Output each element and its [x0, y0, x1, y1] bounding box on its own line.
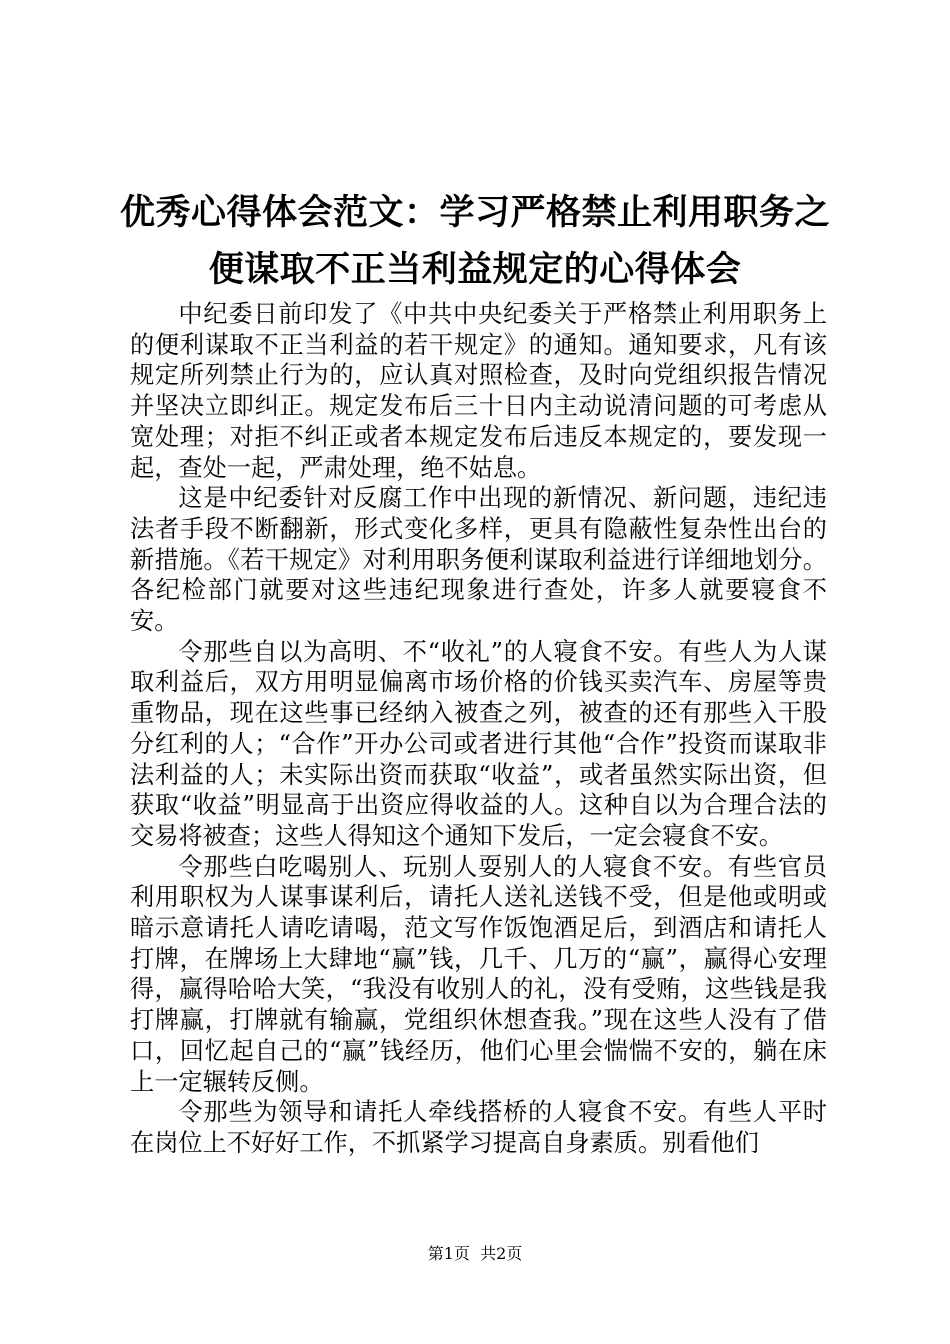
paragraph-5: 令那些为领导和请托人牵线搭桥的人寝食不安。有些人平时在岗位上不好好工作，不抓紧学习提高自身素质。别看他们 [130, 1098, 827, 1157]
paragraph-4: 令那些白吃喝别人、玩别人耍别人的人寝食不安。有些官员利用职权为人谋事谋利后，请托人送礼送钱不受，但是他或明或暗示意请托人请吃请喝，范文写作饭饱酒足后，到酒店和请托人打牌，在牌场上大肆地“赢”钱，几千、几万的“赢”，赢得心安理得，赢得哈哈大笑，“我没有收别人的礼，没有受贿，这些钱是我打牌赢，打牌就有输赢，党组织休想查我。”现在这些人没有了借口，回忆起自己的“赢”钱经历，他们心里会惴惴不安的，躺在床上一定辗转反侧。 [130, 852, 827, 1096]
document-title: 优秀心得体会范文：学习严格禁止利用职务之便谋取不正当利益规定的心得体会 [120, 192, 831, 290]
paragraph-1: 中纪委日前印发了《中共中央纪委关于严格禁止利用职务上的便利谋取不正当利益的若干规定》的通知。通知要求，凡有该规定所列禁止行为的，应认真对照检查，及时向党组织报告情况并坚决立即纠正。规定发布后三十日内主动说清问题的可考虑从宽处理；对拒不纠正或者本规定发布后违反本规定的，要发现一起，查处一起，严肃处理，绝不姑息。 [130, 300, 827, 482]
page-number-footer: 第1页 共2页 [427, 1244, 523, 1263]
paragraph-2: 这是中纪委针对反腐工作中出现的新情况、新问题，违纪违法者手段不断翻新，形式变化多样，更具有隐蔽性复杂性出台的新措施。《若干规定》对利用职务便利谋取利益进行详细地划分。各纪检部门就要对这些违纪现象进行查处，许多人就要寝食不安。 [130, 484, 827, 636]
document-body [130, 299, 827, 1159]
paragraph-3: 令那些自以为高明、不“收礼”的人寝食不安。有些人为人谋取利益后，双方用明显偏离市场价格的价钱买卖汽车、房屋等贵重物品，现在这些事已经纳入被查之列，被查的还有那些入干股分红利的人；“合作”开办公司或者进行其他“合作”投资而谋取非法利益的人；未实际出资而获取“收益”，或者虽然实际出资，但获取“收益”明显高于出资应得收益的人。这种自以为合理合法的交易将被查；这些人得知这个通知下发后，一定会寝食不安。 [130, 637, 827, 850]
